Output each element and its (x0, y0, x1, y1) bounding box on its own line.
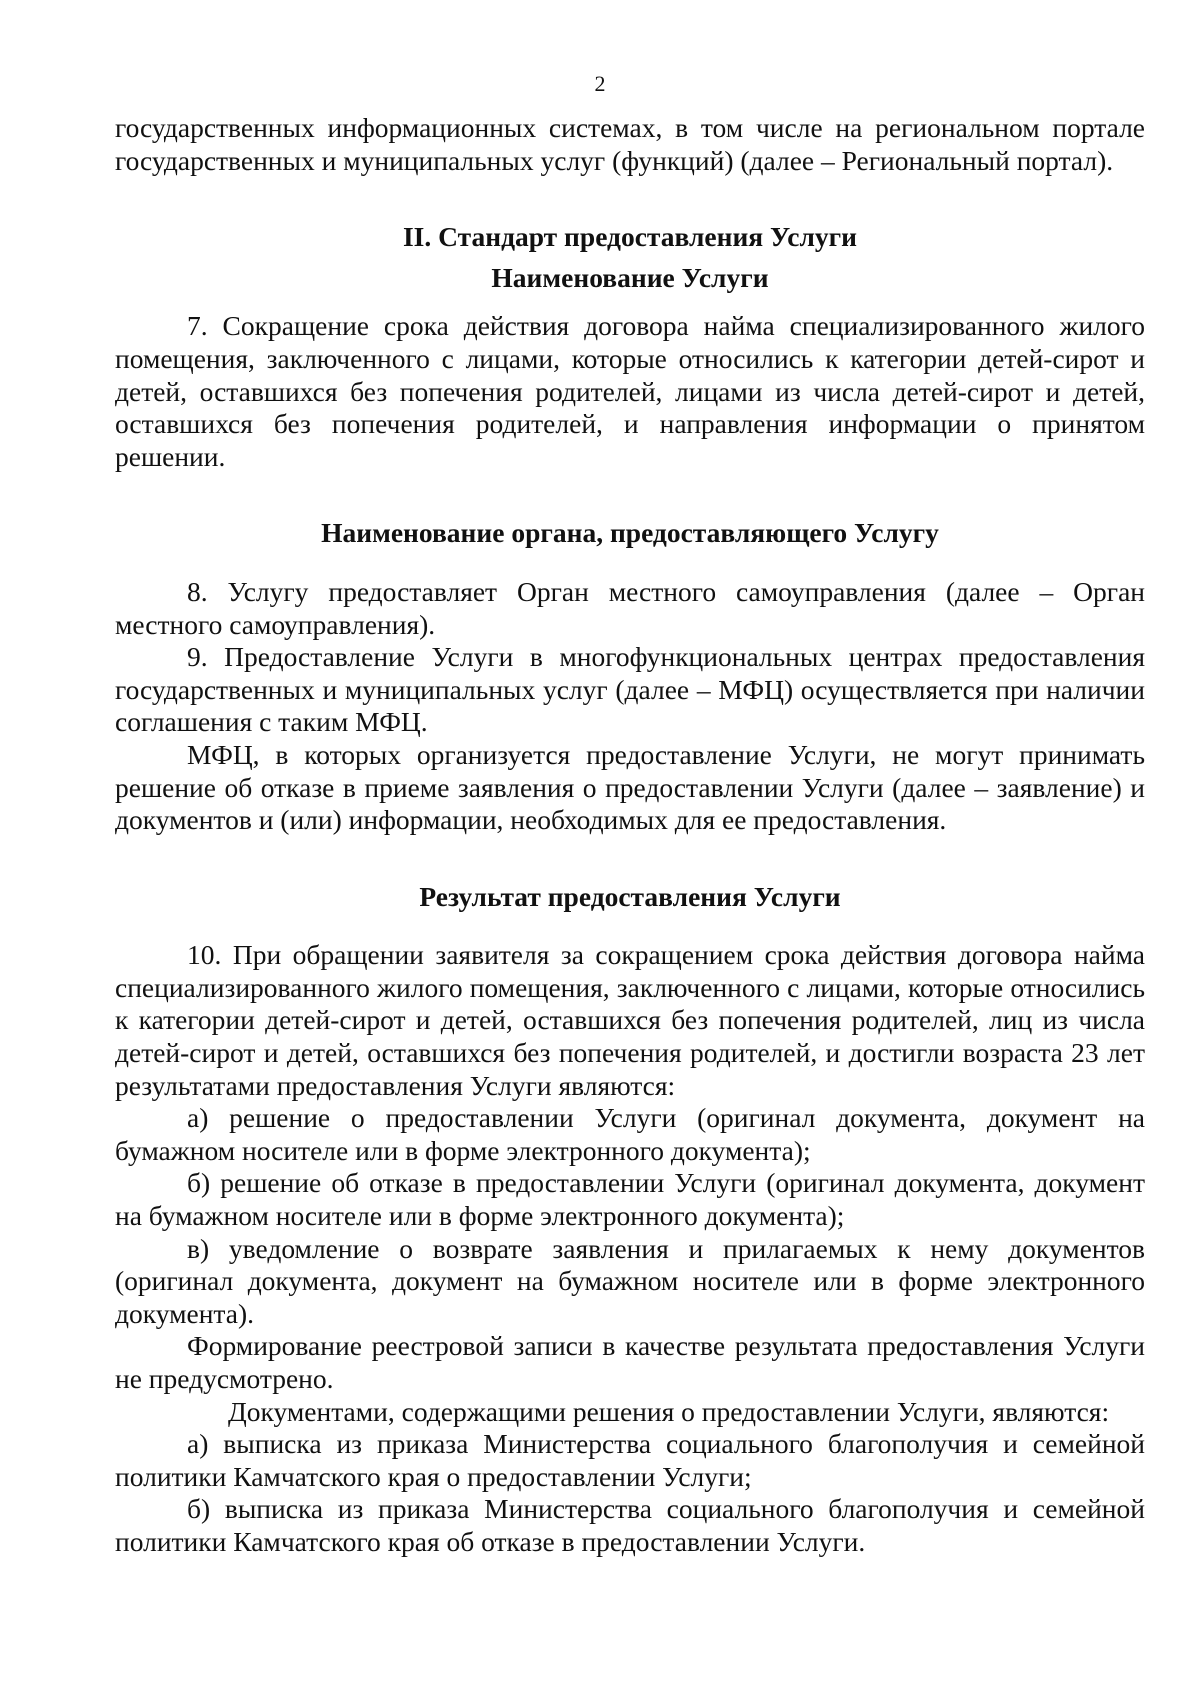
paragraph-documents: Документами, содержащими решения о предоставлении Услуги, являются: (228, 1395, 1110, 1427)
paragraph-7: 7. Сокращение срока действия договора найма специализированного жилого помещения, заключенного с лицами, которые относились к категории детей-сирот и детей, оставшихся без попечения родителей, лицами из числа детей-сирот и детей, оставшихся без попечения родителей, и направления информации о принятом решении. (115, 310, 1145, 472)
paragraph-8: 8. Услугу предоставляет Орган местного самоуправления (далее – Орган местного самоуправления). (115, 575, 1145, 640)
section-title: II. Стандарт предоставления Услуги (402, 221, 857, 253)
document-item-a: а) выписка из приказа Министерства социального благополучия и семейной политики Камчатского края о предоставлении Услуги; (115, 1428, 1145, 1492)
paragraph-9: 9. Предоставление Услуги в многофункциональных центрах предоставления государственных и муниципальных услуг (далее – МФЦ) осуществляется при наличии соглашения с таким МФЦ. (115, 641, 1145, 738)
document-page (115, 60, 1145, 1559)
paragraph-10: 10. При обращении заявителя за сокращением срока действия договора найма специализированного жилого помещения, заключенного с лицами, которые относились к категории детей-сирот и детей, оставшихся без попечения родителей, лиц из числа детей-сирот и детей, оставшихся без попечения родителей, и достигли возраста 23 лет результатами предоставления Услуги являются: (115, 939, 1145, 1101)
page-number: 2 (594, 71, 606, 96)
paragraph-registry: Формирование реестровой записи в качестве результата предоставления Услуги не предусмотрено. (115, 1330, 1145, 1394)
document-item-b: б) выписка из приказа Министерства социального благополучия и семейной политики Камчатского края об отказе в предоставлении Услуги. (115, 1493, 1145, 1557)
result-item-a: а) решение о предоставлении Услуги (оригинал документа, документ на бумажном носителе или в форме электронного документа); (115, 1102, 1145, 1166)
heading-service-name: Наименование Услуги (491, 261, 769, 293)
heading-result: Результат предоставления Услуги (419, 880, 841, 912)
result-item-b: б) решение об отказе в предоставлении Услуги (оригинал документа, документ на бумажном носителе или в форме электронного документа); (115, 1167, 1145, 1232)
result-item-v: в) уведомление о возврате заявления и прилагаемых к нему документов (оригинал документа, документ на бумажном носителе или в форме электронного документа). (115, 1232, 1145, 1329)
heading-provider: Наименование органа, предоставляющего Услугу (321, 517, 939, 549)
intro-paragraph: государственных информационных системах, в том числе на региональном портале государственных и муниципальных услуг (функций) (далее – Региональный портал). (115, 112, 1145, 176)
paragraph-mfc: МФЦ, в которых организуется предоставление Услуги, не могут принимать решение об отказе в приеме заявления о предоставлении Услуги (далее – заявление) и документов и (или) информации, необходимых для ее предоставления. (115, 738, 1145, 836)
